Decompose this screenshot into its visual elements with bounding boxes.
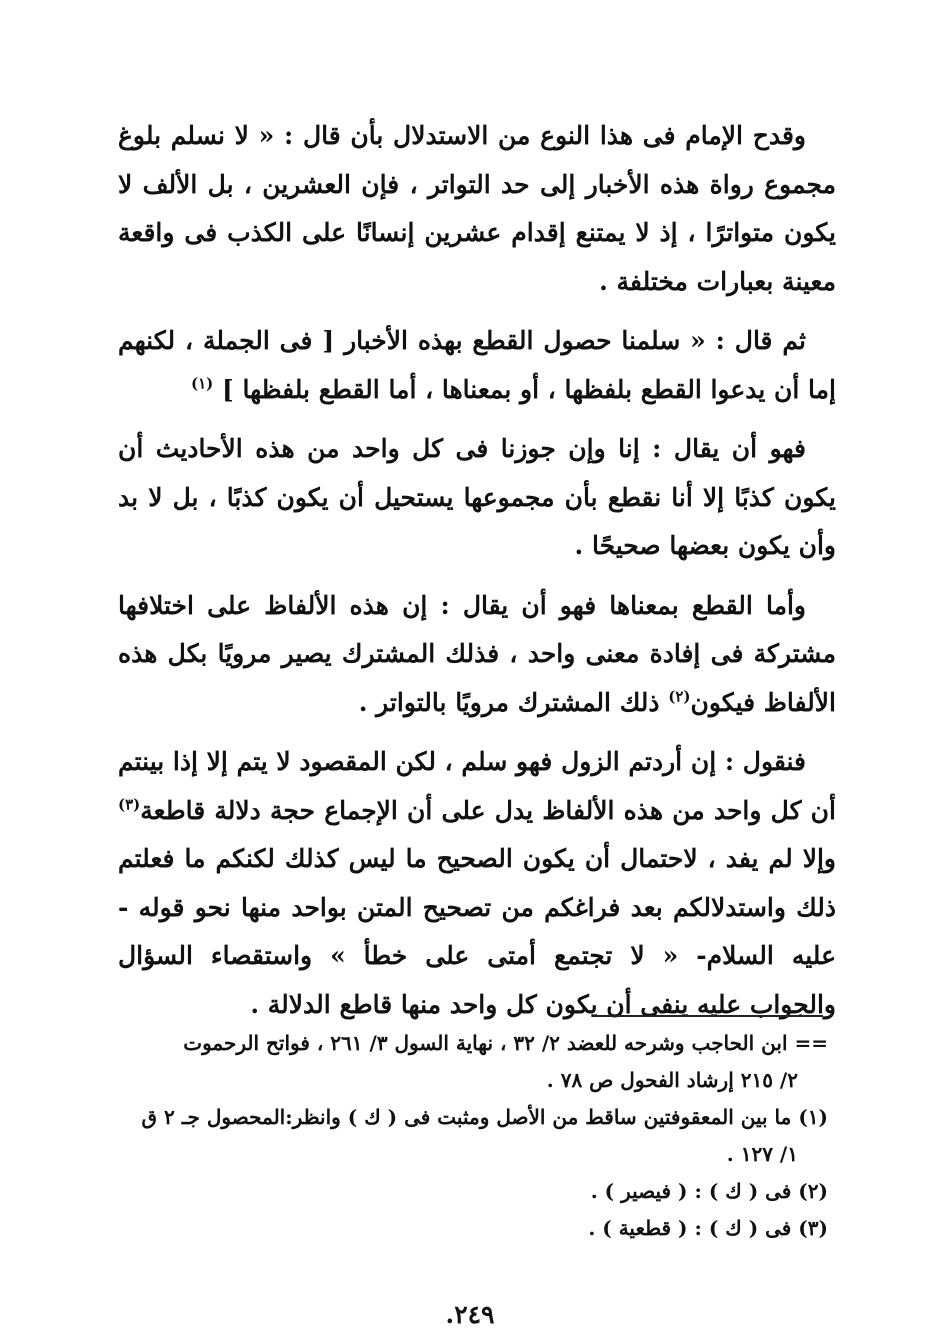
paragraph-5-text: فنقول : إن أردتم الزول فهو سلم ، لكن المقصود لا يتم إلا إذا بينتم أن كل واحد من هذه الألفاظ يدل على أن الإجماع حجة دلالة قاطعة (118, 747, 836, 825)
paragraph-2-text: ثم قال : « سلمنا حصول القطع بهذه الأخبار [ فى الجملة ، لكنهم إما أن يدعوا القطع بلفظها ، أو بمعناها ، أما القطع بلفظها ] (118, 326, 836, 404)
paragraph-4-text: وأما القطع بمعناها فهو أن يقال : إن هذه الألفاظ على اختلافها مشتركة فى إفادة معنى واحد ، فذلك المشترك يصير مرويًا بكل هذه الألفاظ فيكون (118, 590, 836, 717)
footnote-divider (593, 1015, 823, 1017)
footnote-3: (٣) فى ( ك ) : ( قطعية ) . (588, 1216, 828, 1240)
paragraph-2 (118, 317, 836, 414)
footnote-1-line-1: (١) ما بين المعقوفتين ساقط من الأصل ومثبت فى ( ك ) وانظر:المحصول جـ ٢ ق (141, 1105, 828, 1129)
page-number: ٢٤٩. (445, 1300, 495, 1329)
paragraph-6-text: السلام- « لا تجتمع أمتى على خطأ » واستقصاء السؤال والجواب عليه ينفى أن يكون كل واحد منها قاطع الدلالة . (118, 941, 836, 1019)
footnote-continued-line-2: ٢/ ٢١٥ إرشاد الفحول ص ٧٨ . (546, 1068, 798, 1092)
footnote-1-line-2: ١/ ١٢٧ . (726, 1142, 798, 1166)
footnote-continued-line-1: == ابن الحاجب وشرحه للعضد ٢/ ٣٢ ، نهاية السول ٣/ ٢٦١ ، فواتح الرحموت (183, 1031, 828, 1055)
footnote-marker-2: (٢) (668, 687, 691, 706)
main-text (118, 112, 836, 1029)
paragraph-1 (118, 112, 836, 306)
paragraph-3 (118, 425, 836, 571)
paragraph-5 (118, 738, 836, 1029)
paragraph-3-text: فهو أن يقال : إنا وإن جوزنا فى كل واحد من هذه الأحاديث أن يكون كذبًا إلا أنا نقطع بأن مجموعها يستحيل أن يكون كذبًا ، بل لا بد وأن يكون بعضها صحيحًا . (118, 434, 836, 560)
footnote-marker-3: (٣) (118, 795, 141, 814)
footnote-2: (٢) فى ( ك ) : ( فيصير ) . (590, 1179, 828, 1203)
paragraph-4 (118, 582, 836, 728)
footnotes (118, 1025, 828, 1247)
paragraph-1-text: وقدح الإمام فى هذا النوع من الاستدلال بأن قال : « لا نسلم بلوغ مجموع رواة هذه الأخبار إلى حد التواتر ، فإن العشرين ، بل الألف لا يكون متواترًا ، إذ لا يمتنع إقدام عشرين إنسانًا على الكذب فى واقعة معينة بعبارات مختلفة . (118, 121, 836, 296)
paragraph-4-tail: ذلك المشترك مرويًا بالتواتر . (358, 687, 669, 717)
footnote-marker-1: (١) (190, 374, 214, 393)
paragraph-5-tail: وإلا لم يفد ، لاحتمال أن يكون الصحيح ما ليس كذلك لكنكم ما فعلتم ذلك واستدلالكم بعد فراغكم من تصحيح المتن بواحد منها نحو قوله - عليه (118, 844, 836, 970)
